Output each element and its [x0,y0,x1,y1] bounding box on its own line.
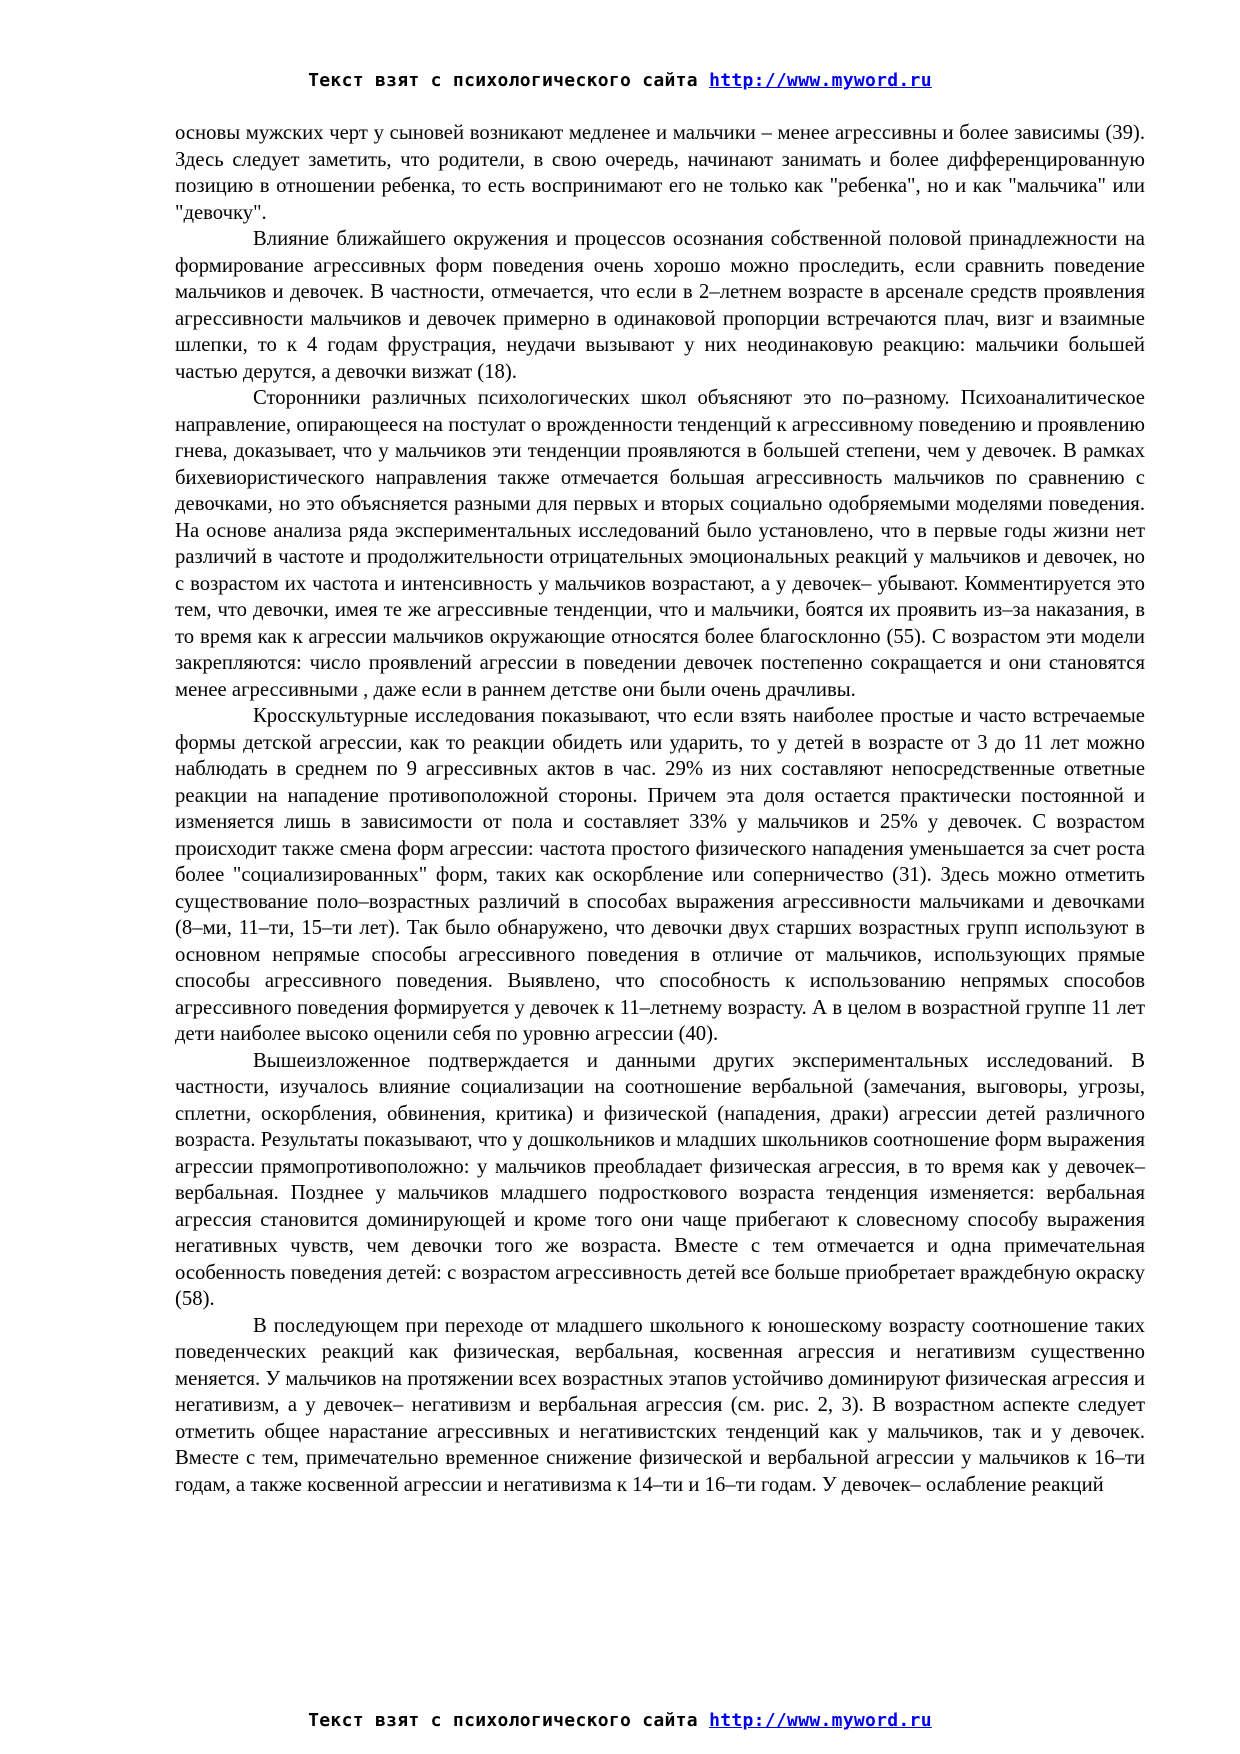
paragraph-5: Вышеизложенное подтверждается и данными других экспериментальных исследований. В частности, изучалось влияние социализации на соотношение вербальной (замечания, выговоры, угрозы, сплетни, оскорбления, обвинения, критика) и физической (нападения, драки) агрессии детей различного возраста. Результаты показывают, что у дошкольников и младших школьников соотношение форм выражения агрессии прямопротивоположно: у мальчиков преобладает физическая агрессия, в то время как у девочек– вербальная. Позднее у мальчиков младшего подросткового возраста тенденция изменяется: вербальная агрессия становится доминирующей и кроме того они чаще прибегают к словесному способу выражения негативных чувств, чем девочки того же возраста. Вместе с тем отмечается и одна примечательная особенность поведения детей: с возрастом агрессивность детей все больше приобретает враждебную окраску (58). [175,1049,1145,1310]
paragraph-1: основы мужских черт у сыновей возникают медленее и мальчики – менее агрессивны и более зависимы (39). Здесь следует заметить, что родители, в свою очередь, начинают занимать и более дифференцированную позицию в отношении ребенка, то есть воспринимают его не только как "ребенка", но и как "мальчика" или "девочку". [175,122,1145,224]
header-link[interactable]: http://www.myword.ru [709,70,932,91]
page-header [0,70,1240,91]
paragraph-3: Сторонники различных психологических школ объясняют это по–разному. Психоаналитическое направление, опирающееся на постулат о врожденности тенденций к агрессивному поведению и проявлению гнева, доказывает, что у мальчиков эти тенденции проявляются в большей степени, чем у девочек. В рамках бихевиористического направления также отмечается большая агрессивность мальчиков по сравнению с девочками, но это объясняется разными для первых и вторых социально одобряемыми моделями поведения. На основе анализа ряда экспериментальных исследований было установлено, что в первые годы жизни нет различий в частоте и продолжительности отрицательных эмоциональных реакций у мальчиков и девочек, но с возрастом их частота и интенсивность у мальчиков возрастают, а у девочек– убывают. Комментируется это тем, что девочки, имея те же агрессивные тенденции, что и мальчики, боятся их проявить из–за наказания, в то время как к агрессии мальчиков окружающие относятся более благосклонно (55). С возрастом эти модели закрепляются: число проявлений агрессии в поведении девочек постепенно сокращается и они становятся менее агрессивными , даже если в раннем детстве они были очень драчливы. [175,387,1145,701]
paragraph-2: Влияние ближайшего окружения и процессов осознания собственной половой принадлежности на формирование агрессивных форм поведения очень хорошо можно проследить, если сравнить поведение мальчиков и девочек. В частности, отмечается, что если в 2–летнем возрасте в арсенале средств проявления агрессивности мальчиков и девочек примерно в одинаковой пропорции встречаются плач, визг и взаимные шлепки, то к 4 годам фрустрация, неудачи вызывают у них неодинаковую реакцию: мальчики большей частью дерутся, а девочки визжат (18). [175,228,1145,383]
paragraph-4: Кросскультурные исследования показывают, что если взять наиболее простые и часто встречаемые формы детской агрессии, как то реакции обидеть или ударить, то у детей в возрасте от 3 до 11 лет можно наблюдать в среднем по 9 агрессивных актов в час. 29% из них составляют непосредственные ответные реакции на нападение противоположной стороны. Причем эта доля остается практически постоянной и изменяется лишь в зависимости от пола и составляет 33% у мальчиков и 25% у девочек. С возрастом происходит также смена форм агрессии: частота простого физического нападения уменьшается за счет роста более "социализированных" форм, таких как оскорбление или соперничество (31). Здесь можно отметить существование поло–возрастных различий в способах выражения агрессивности мальчиками и девочками (8–ми, 11–ти, 15–ти лет). Так было обнаружено, что девочки двух старших возрастных групп используют в основном непрямые способы агрессивного поведения в отличие от мальчиков, использующих прямые способы агрессивного поведения. Выявлено, что способность к использованию непрямых способов агрессивного поведения формируется у девочек к 11–летнему возрасту. А в целом в возрастной группе 11 лет дети наиболее высоко оценили себя по уровню агрессии (40). [175,705,1145,1045]
page-footer [0,1710,1240,1731]
header-text: Текст взят с психологического сайта [308,70,710,91]
body-text [175,120,1145,1498]
paragraph-6: В последующем при переходе от младшего школьного к юношескому возрасту соотношение таких поведенческих реакций как физическая, вербальная, косвенная агрессия и негативизм существенно меняется. У мальчиков на протяжении всех возрастных этапов устойчиво доминируют физическая агрессия и негативизм, а у девочек– негативизм и вербальная агрессия (см. рис. 2, 3). В возрастном аспекте следует отметить общее нарастание агрессивных и негативистских тенденций как у мальчиков, так и у девочек. Вместе с тем, примечательно временное снижение физической и вербальной агрессии у мальчиков к 16–ти годам, а также косвенной агрессии и негативизма к 14–ти и 16–ти годам. У девочек– ослабление реакций [175,1314,1145,1496]
footer-link[interactable]: http://www.myword.ru [709,1710,932,1731]
footer-text: Текст взят с психологического сайта [308,1710,710,1731]
